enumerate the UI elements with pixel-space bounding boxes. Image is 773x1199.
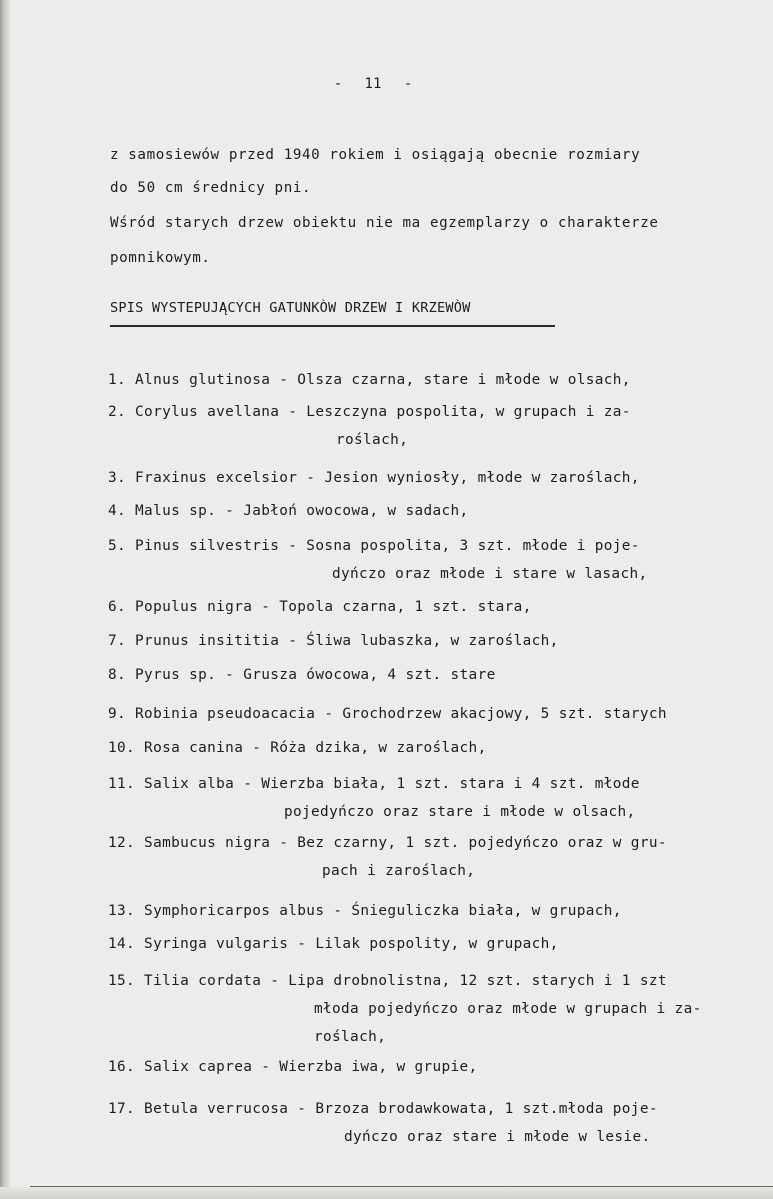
species-entry-line: 14. Syringa vulgaris - Lilak pospolity, w grupach, bbox=[108, 936, 559, 952]
species-entry-continuation: pojedyńczo oraz stare i młode w olsach, bbox=[284, 804, 636, 820]
species-entry-line: 12. Sambucus nigra - Bez czarny, 1 szt. pojedyńczo oraz w gru- bbox=[108, 835, 667, 851]
species-entry-line: 5. Pinus silvestris - Sosna pospolita, 3 szt. młode i poje- bbox=[108, 538, 640, 554]
intro-line: z samosiewów przed 1940 rokiem i osiągają obecnie rozmiary bbox=[110, 147, 641, 163]
species-entry-line: 2. Corylus avellana - Leszczyna pospolita, w grupach i za- bbox=[108, 404, 631, 420]
species-entry-continuation: roślach, bbox=[314, 1029, 387, 1045]
species-entry-continuation: dyńczo oraz stare i młode w lesie. bbox=[344, 1129, 651, 1145]
species-entry-line: 10. Rosa canina - Róża dzika, w zaroślach, bbox=[108, 740, 487, 756]
species-entry-line: 16. Salix caprea - Wierzba iwa, w grupie, bbox=[108, 1059, 478, 1075]
species-entry-line: 13. Symphoricarpos albus - Śnieguliczka biała, w grupach, bbox=[108, 903, 622, 919]
section-heading: SPIS WYSTEPUJĄCYCH GATUNKÒW DRZEW I KRZEWÒW bbox=[110, 300, 471, 316]
species-entry-line: 6. Populus nigra - Topola czarna, 1 szt. stara, bbox=[108, 599, 532, 615]
species-entry-line: 1. Alnus glutinosa - Olsza czarna, stare i młode w olsach, bbox=[108, 372, 631, 388]
species-entry-line: 8. Pyrus sp. - Grusza ówocowa, 4 szt. stare bbox=[108, 667, 496, 683]
species-entry-continuation: pach i zaroślach, bbox=[322, 863, 476, 879]
species-entry-continuation: dyńczo oraz młode i stare w lasach, bbox=[332, 566, 648, 582]
intro-line: Wśród starych drzew obiektu nie ma egzemplarzy o charakterze bbox=[110, 215, 659, 231]
page-bottom-edge bbox=[0, 1187, 773, 1199]
species-entry-continuation: roślach, bbox=[336, 432, 409, 448]
species-entry-continuation: młoda pojedyńczo oraz młode w grupach i za- bbox=[314, 1001, 702, 1017]
page-number: - 11 - bbox=[333, 76, 413, 92]
page-bottom-line bbox=[30, 1186, 773, 1187]
species-entry-line: 17. Betula verrucosa - Brzoza brodawkowata, 1 szt.młoda poje- bbox=[108, 1101, 658, 1117]
intro-line: do 50 cm średnicy pni. bbox=[110, 180, 312, 196]
species-entry-line: 11. Salix alba - Wierzba biała, 1 szt. stara i 4 szt. młode bbox=[108, 776, 640, 792]
species-entry-line: 7. Prunus insititia - Śliwa lubaszka, w zaroślach, bbox=[108, 633, 559, 649]
species-entry-line: 9. Robinia pseudoacacia - Grochodrzew akacjowy, 5 szt. starych bbox=[108, 706, 667, 722]
page-binding-edge bbox=[0, 0, 10, 1199]
heading-underline bbox=[110, 325, 555, 327]
intro-line: pomnikowym. bbox=[110, 250, 211, 266]
species-entry-line: 4. Malus sp. - Jabłoń owocowa, w sadach, bbox=[108, 503, 469, 519]
species-entry-line: 3. Fraxinus excelsior - Jesion wyniosły, młode w zaroślach, bbox=[108, 470, 640, 486]
species-entry-line: 15. Tilia cordata - Lipa drobnolistna, 12 szt. starych i 1 szt bbox=[108, 973, 667, 989]
